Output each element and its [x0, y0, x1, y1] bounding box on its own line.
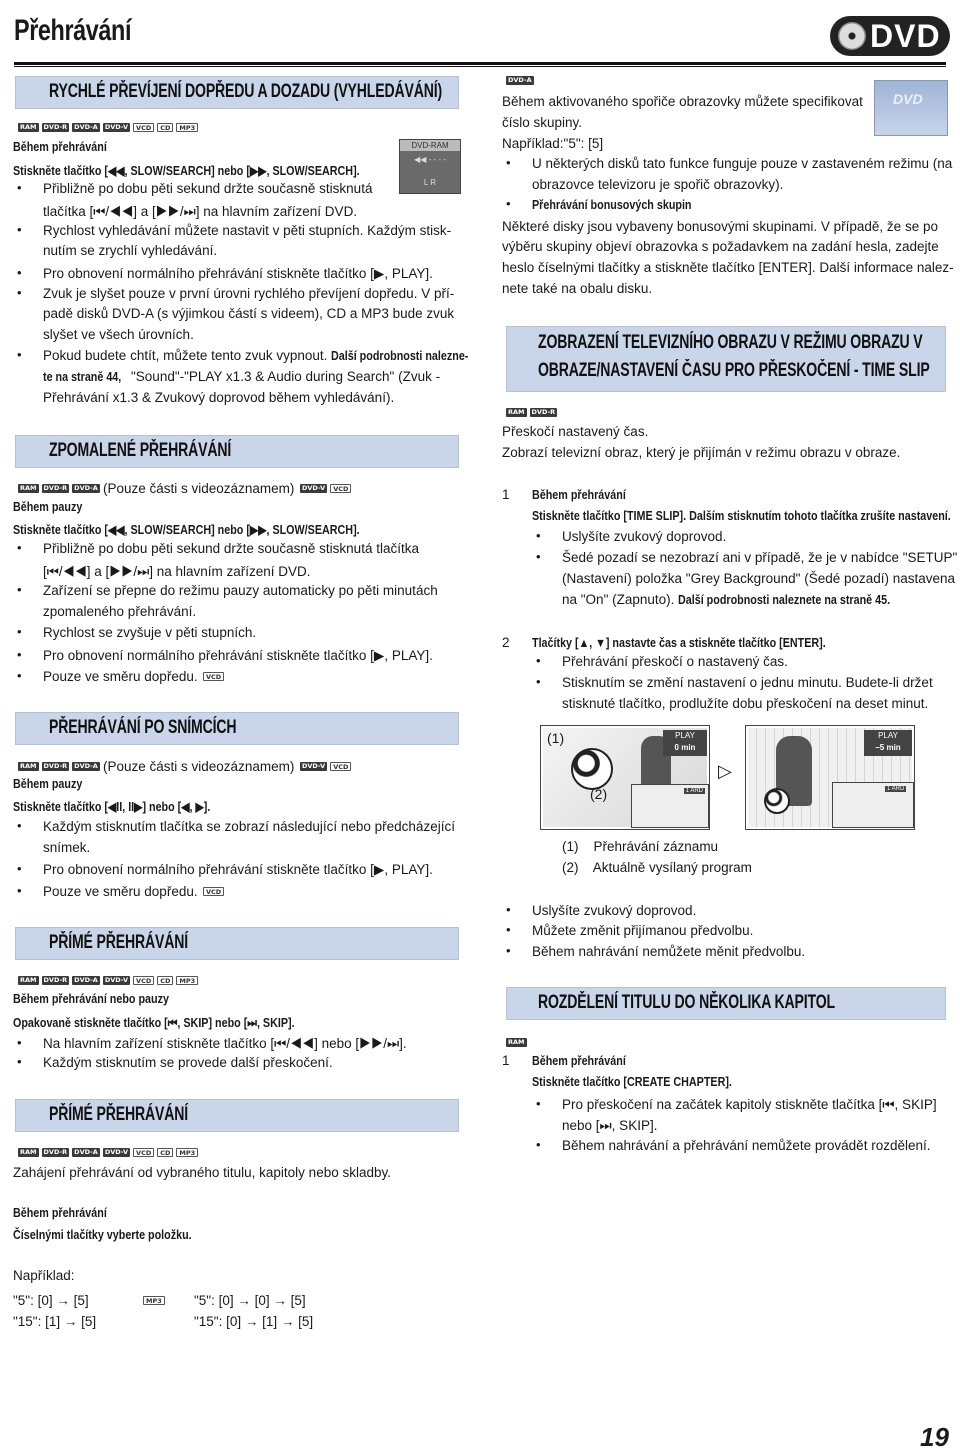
arrow-icon: ▷ — [718, 761, 732, 781]
section-heading-timeslip: ZOBRAZENÍ TELEVIZNÍHO OBRAZU V REŽIMU OBRAZU V OBRAZE/NASTAVENÍ ČASU PRO PŘESKOČENÍ - TIME SLIP — [506, 326, 946, 392]
tv-frame-2: PLAY –5 min 1 ARD — [745, 725, 915, 830]
front-panel-display: DVD-RAM ◀◀ - - - - L R — [399, 139, 461, 194]
tv-frame-1: (1) PLAY 0 min (2) 1 ARD — [540, 725, 710, 830]
pip-window-2: 1 ARD — [832, 782, 914, 828]
section-heading-slow: ZPOMALENÉ PŘEHRÁVÁNÍ — [15, 435, 459, 468]
section-heading-chapter: ROZDĚLENÍ TITULU DO NĚKOLIKA KAPITOL — [506, 987, 946, 1020]
condition-label: Během přehrávání — [13, 140, 107, 154]
pip-window-1: (2) 1 ARD — [631, 784, 709, 828]
section-heading-direct: PŘÍMÉ PŘEHRÁVÁNÍ — [15, 1099, 459, 1132]
header-rule-thin — [14, 66, 946, 67]
dvd-thumbnail: DVD — [874, 80, 948, 136]
soccer-ball-icon — [764, 788, 790, 814]
section-heading-skip: PŘÍMÉ PŘEHRÁVÁNÍ — [15, 927, 459, 960]
dvd-logo: DVD — [830, 16, 950, 56]
page-title: Přehrávání — [14, 14, 132, 47]
section-heading-frame: PŘEHRÁVÁNÍ PO SNÍMCÍCH — [15, 712, 459, 745]
soccer-ball-icon — [571, 748, 613, 790]
disc-badges: RAM DVD-R DVD-A DVD-V VCD CD MP3 — [18, 123, 198, 132]
header-rule — [14, 62, 946, 65]
section-heading-search: RYCHLÉ PŘEVÍJENÍ DOPŘEDU A DOZADU (VYHLEDÁVÁNÍ) — [15, 76, 459, 109]
disc-icon — [838, 22, 866, 50]
page-number: 19 — [920, 1422, 949, 1452]
instruction: Stiskněte tlačítko [◀◀, SLOW/SEARCH] nebo [▶▶, SLOW/SEARCH]. — [13, 164, 360, 178]
disc-badges: RAM DVD-R DVD-A — [20, 484, 98, 492]
